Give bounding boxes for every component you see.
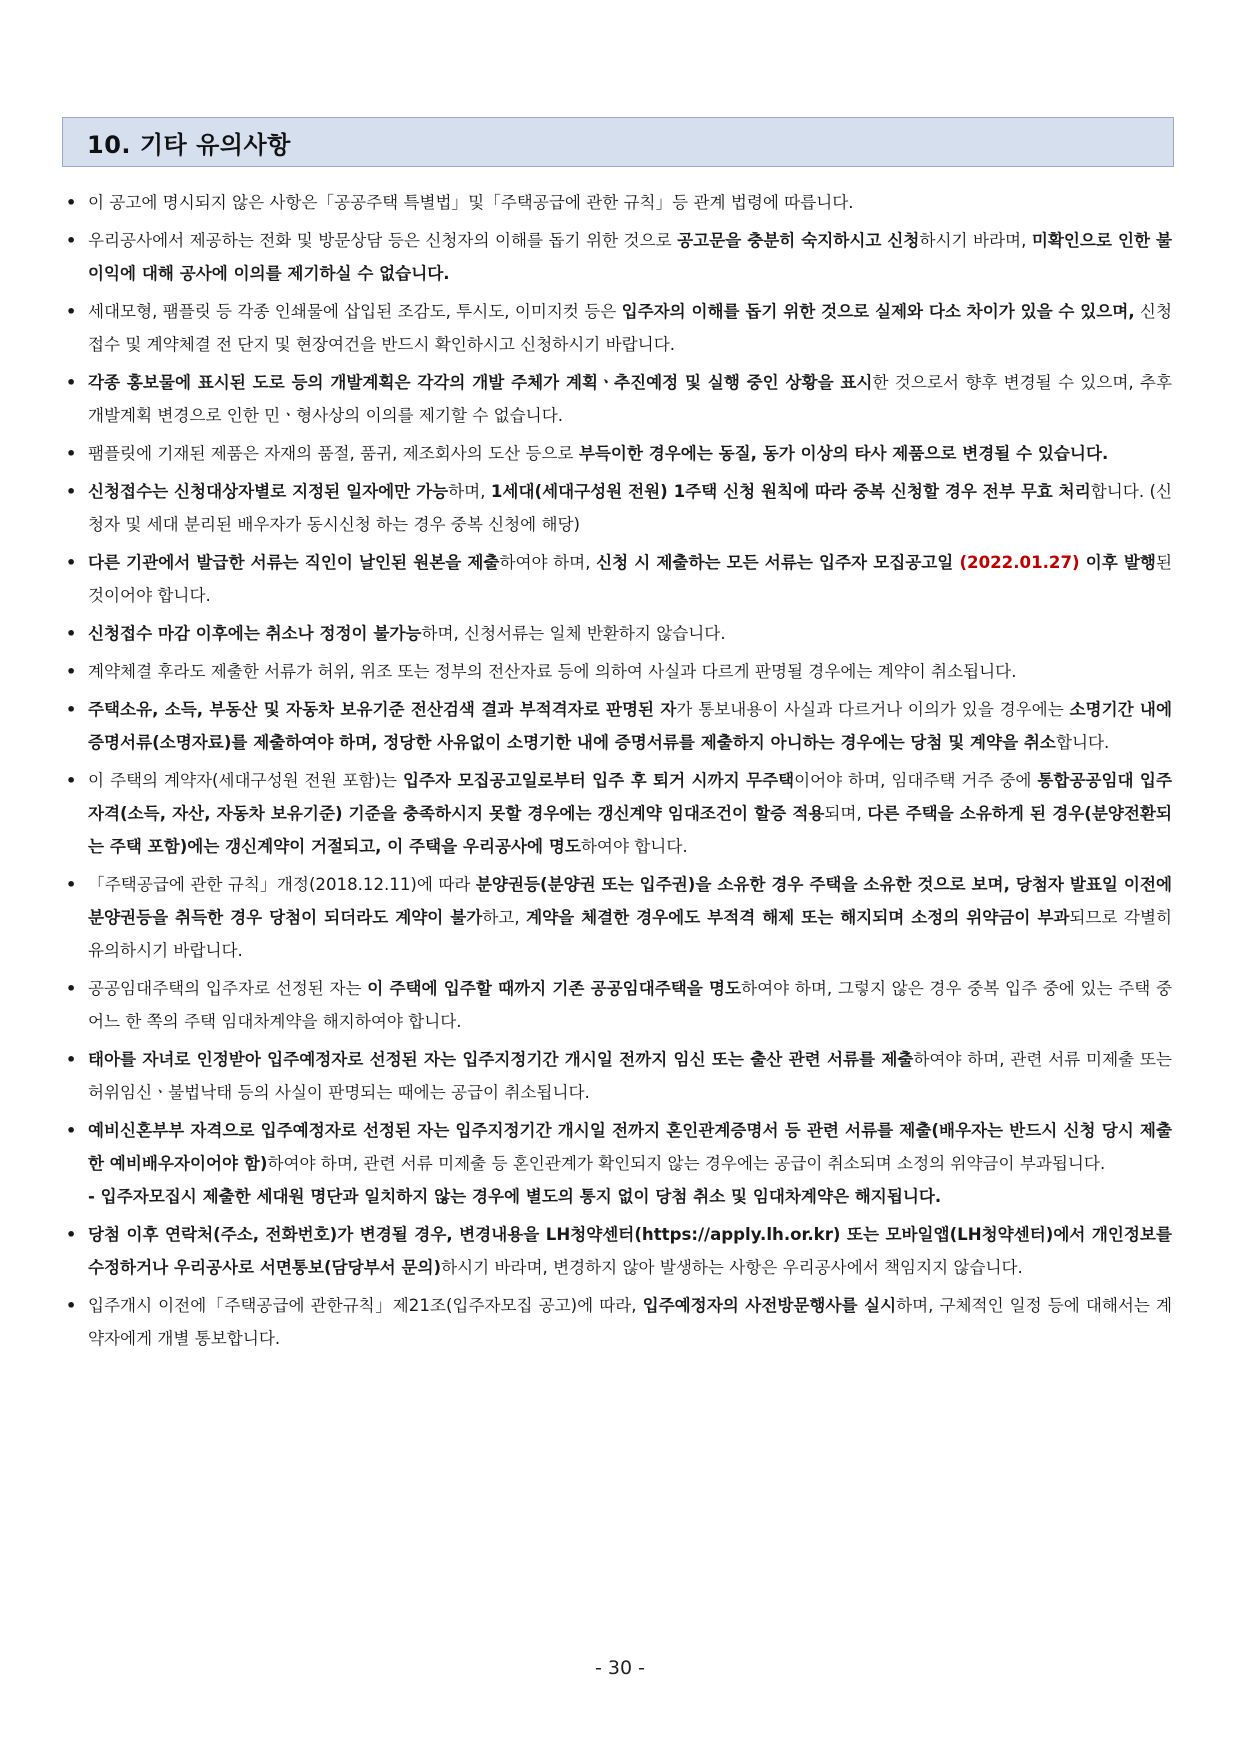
notice-item (62, 295, 1172, 361)
notice-text: 팸플릿에 기재된 제품은 자재의 품절, 품귀, 제조회사의 도산 등으로 (88, 444, 579, 463)
notice-text: 세대모형, 팸플릿 등 각종 인쇄물에 삽입된 조감도, 투시도, 이미지컷 등은 (88, 302, 622, 321)
notice-text: 되므로 각별히 유의하시기 바랍니다. (88, 908, 1173, 960)
notice-text: 이후 발행 (1079, 553, 1156, 572)
notice-text: 입주예정자의 사전방문행사를 실시 (642, 1296, 897, 1315)
bullet-icon: • (66, 444, 77, 463)
notice-text: 입주개시 이전에「주택공급에 관한규칙」제21조(입주자모집 공고)에 따라, (88, 1296, 643, 1315)
bullet-icon: • (66, 231, 77, 250)
notice-text: 부득이한 경우에는 동질, 동가 이상의 타사 제품으로 변경될 수 있습니다. (578, 444, 1109, 463)
bullet-icon: • (66, 1296, 77, 1315)
bullet-icon: • (66, 979, 77, 998)
notice-text: 미확인으로 인한 불이익에 대해 공사에 이의를 제기하실 수 없습니다. (88, 231, 1173, 283)
notice-text: 하여야 하며, 관련 서류 미제출 또는 허위임신ㆍ불법낙태 등의 사실이 판명되는 때에는 공급이 취소됩니다. (88, 1050, 1172, 1102)
bullet-icon: • (66, 771, 77, 790)
notice-text: (2022.01.27) (959, 553, 1080, 572)
notice-item (62, 655, 1172, 688)
bullet-icon: • (66, 1121, 77, 1140)
bullet-icon: • (66, 1225, 77, 1244)
notice-text: 하며, 신청서류는 일체 반환하지 않습니다. (421, 624, 726, 643)
bullet-icon: • (66, 193, 77, 212)
notice-text: 한 것으로서 향후 변경될 수 있으며, 추후 개발계획 변경으로 인한 민ㆍ형사상의 이의를 제기할 수 없습니다. (88, 373, 1172, 425)
notice-text: 입주자 모집공고일로부터 입주 후 퇴거 시까지 무주택 (403, 771, 795, 790)
notice-text: 우리공사에서 제공하는 전화 및 방문상담 등은 신청자의 이해를 돕기 위한 것으로 (88, 231, 678, 250)
bullet-icon: • (66, 700, 77, 719)
notice-text: 합니다. (신청자 및 세대 분리된 배우자가 동시신청 하는 경우 중복 신청에 해당) (88, 482, 1172, 534)
notice-item (62, 1218, 1172, 1284)
section-header (62, 117, 1174, 167)
notice-text: 입주자의 이해를 돕기 위한 것으로 실제와 다소 차이가 있을 수 있으며, (621, 302, 1135, 321)
notice-text: 계약체결 후라도 제출한 서류가 허위, 위조 또는 정부의 전산자료 등에 의하여 사실과 다르게 판명될 경우에는 계약이 취소됩니다. (88, 662, 1017, 681)
notice-text: 각종 홍보물에 표시된 도로 등의 개발계획은 각각의 개발 주체가 계획ㆍ추진예정 및 실행 중인 상황을 표시 (88, 373, 873, 392)
notice-text: 당첨 이후 연락처(주소, 전화번호)가 변경될 경우, 변경내용을 LH청약센터(https://apply.lh.or.kr) 또는 모바일앱(LH청약센터)에서 개인정보를 수정하거나 우리공사로 서면통보(담당부서 문의) (88, 1225, 1172, 1277)
notice-item (62, 1289, 1172, 1355)
notice-text: 다른 기관에서 발급한 서류는 직인이 날인된 원본을 제출 (88, 553, 500, 572)
notice-item (62, 1043, 1172, 1109)
notice-text: 신청접수 및 계약체결 전 단지 및 현장여건을 반드시 확인하시고 신청하시기 바랍니다. (88, 302, 1172, 354)
notice-item (62, 224, 1172, 290)
notice-text: 이 주택의 계약자(세대구성원 전원 포함)는 (88, 771, 403, 790)
notice-text: 하시기 바라며, 변경하지 않아 발생하는 사항은 우리공사에서 책임지지 않습니다. (441, 1258, 1023, 1277)
notice-text: 하여야 하며, 그렇지 않은 경우 중복 입주 중에 있는 주택 중 어느 한 쪽의 주택 임대차계약을 해지하여야 합니다. (88, 979, 1172, 1031)
notice-text: 이 공고에 명시되지 않은 사항은「공공주택 특별법」및「주택공급에 관한 규칙」등 관계 법령에 따릅니다. (88, 193, 854, 212)
notice-text: 하며, (448, 482, 491, 501)
notice-text: 신청접수 마감 이후에는 취소나 정정이 불가능 (88, 624, 422, 643)
notice-item (62, 1114, 1172, 1213)
bullet-icon: • (66, 482, 77, 501)
notice-item (62, 546, 1172, 612)
notice-text: 예비신혼부부 자격으로 입주예정자로 선정된 자는 입주지정기간 개시일 전까지 혼인관계증명서 등 관련 서류를 제출(배우자는 반드시 신청 당시 제출한 예비배우자이어야 함) (88, 1121, 1172, 1173)
notice-text: 되며, (824, 804, 868, 823)
notice-item (62, 366, 1172, 432)
bullet-icon: • (66, 373, 77, 392)
notice-list (62, 186, 1172, 1360)
notice-text: 소명기간 내에 증명서류(소명자료)를 제출하여야 하며, 정당한 사유없이 소명기한 내에 증명서류를 제출하지 아니하는 경우에는 당첨 및 계약을 취소 (88, 700, 1172, 752)
notice-text: 신청접수는 신청대상자별로 지정된 일자에만 가능 (88, 482, 449, 501)
notice-item (62, 475, 1172, 541)
bullet-icon: • (66, 553, 77, 572)
bullet-icon: • (66, 302, 77, 321)
notice-text: 가 통보내용이 사실과 다르거나 이의가 있을 경우에는 (676, 700, 1070, 719)
page-number: - 30 - (595, 1657, 645, 1679)
notice-text: 「주택공급에 관한 규칙」개정(2018.12.11)에 따라 (88, 875, 476, 894)
bullet-icon: • (66, 662, 77, 681)
notice-text: 공공임대주택의 입주자로 선정된 자는 (88, 979, 368, 998)
notice-text: 통합공공임대 입주자격(소득, 자산, 자동차 보유기준) 기준을 충족하시지 못할 경우에는 갱신계약 임대조건이 할증 적용 (88, 771, 1172, 823)
notice-text: 분양권등(분양권 또는 입주권)을 소유한 경우 주택을 소유한 것으로 보며, 당첨자 발표일 이전에 분양권등을 취득한 경우 당첨이 되더라도 계약이 불가 (88, 875, 1173, 927)
notice-text: 하여야 하며, (499, 553, 597, 572)
notice-text: 하며, 구체적인 일정 등에 대해서는 계약자에게 개별 통보합니다. (88, 1296, 1173, 1348)
notice-item (62, 617, 1172, 650)
notice-item (62, 868, 1172, 967)
notice-text: 이어야 하며, 임대주택 거주 중에 (794, 771, 1038, 790)
notice-item (62, 972, 1172, 1038)
notice-text: 하고, (482, 908, 527, 927)
notice-text: 하여야 합니다. (580, 837, 688, 856)
notice-text: 태아를 자녀로 인정받아 입주예정자로 선정된 자는 입주지정기간 개시일 전까지 임신 또는 출산 관련 서류를 제출 (88, 1050, 914, 1069)
notice-text: 계약을 체결한 경우에도 부적격 해제 또는 해지되며 소정의 위약금이 부과 (526, 908, 1070, 927)
notice-text: 1세대(세대구성원 전원) 1주택 신청 원칙에 따라 중복 신청할 경우 전부 무효 처리 (490, 482, 1091, 501)
notice-text: 된 것이어야 합니다. (88, 553, 1172, 605)
bullet-icon: • (66, 1050, 77, 1069)
bullet-icon: • (66, 875, 77, 894)
notice-text: 하여야 하며, 관련 서류 미제출 등 혼인관계가 확인되지 않는 경우에는 공급이 취소되며 소정의 위약금이 부과됩니다. (267, 1154, 1106, 1173)
notice-text: 하시기 바라며, (919, 231, 1032, 250)
notice-item (62, 437, 1172, 470)
notice-item (62, 693, 1172, 759)
notice-text: 다른 주택을 소유하게 된 경우(분양전환되는 주택 포함)에는 갱신계약이 거절되고, 이 주택을 우리공사에 명도 (88, 804, 1172, 856)
notice-item (62, 764, 1172, 863)
notice-item (62, 186, 1172, 219)
notice-text: 주택소유, 소득, 부동산 및 자동차 보유기준 전산검색 결과 부적격자로 판명된 자 (88, 700, 677, 719)
section-title: 10. 기타 유의사항 (87, 130, 291, 159)
notice-text: 신청 시 제출하는 모든 서류는 입주자 모집공고일 (596, 553, 960, 572)
notice-text: 이 주택에 입주할 때까지 기존 공공임대주택을 명도 (367, 979, 742, 998)
notice-subnote: - 입주자모집시 제출한 세대원 명단과 일치하지 않는 경우에 별도의 통지 없이 당첨 취소 및 임대차계약은 해지됩니다. (88, 1187, 942, 1206)
notice-text: 공고문을 충분히 숙지하시고 신청 (677, 231, 920, 250)
notice-text: 합니다. (1055, 733, 1110, 752)
bullet-icon: • (66, 624, 77, 643)
